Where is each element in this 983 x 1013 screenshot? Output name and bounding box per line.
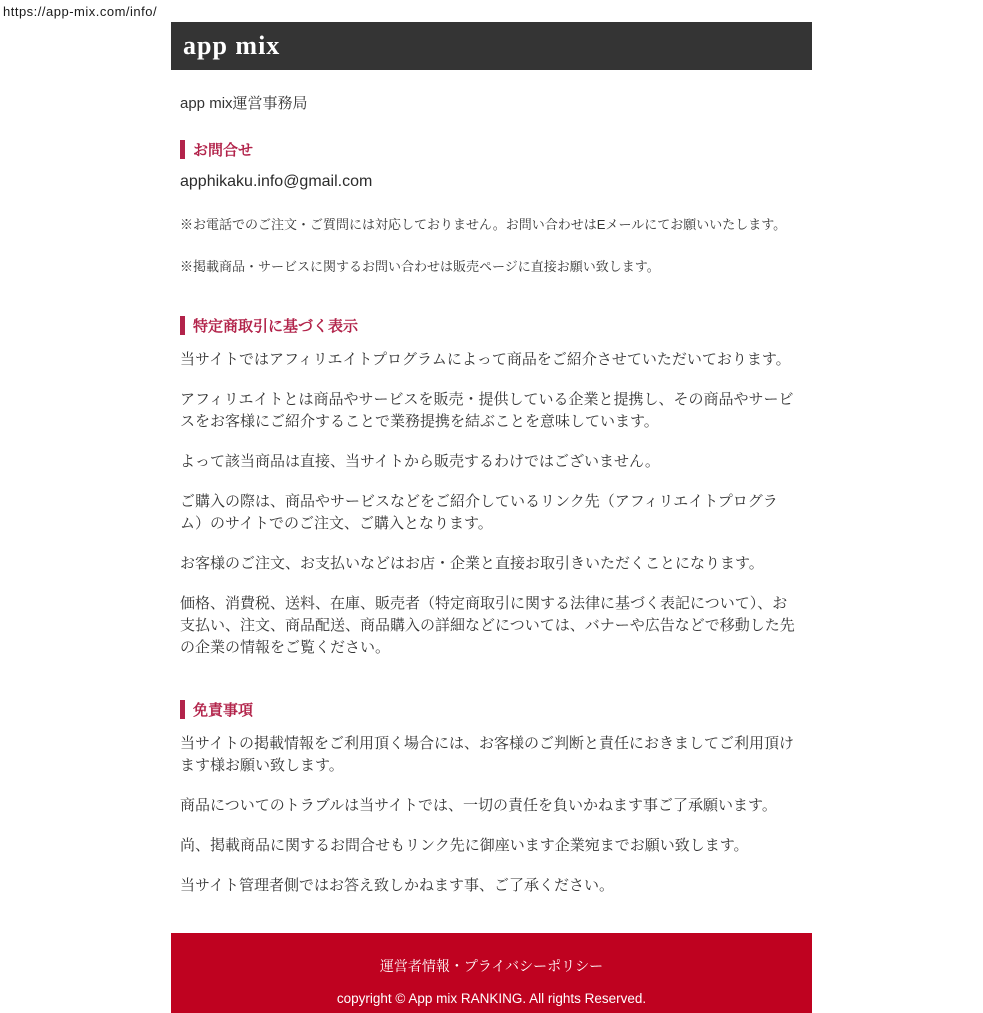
page-url-text: https://app-mix.com/info/ (3, 4, 158, 19)
section-heading-disclaimer (180, 699, 800, 720)
section-heading-contact (180, 139, 800, 160)
contact-note: ※お電話でのご注文・ご質問には対応しておりません。お問い合わせはEメールにてお願いいたします。 (180, 217, 787, 232)
site-footer (171, 933, 812, 1013)
disclosure-paragraph: よって該当商品は直接、当サイトから販売するわけではございません。 (180, 453, 660, 470)
disclosure-paragraph: 価格、消費税、送料、在庫、販売者（特定商取引に関する法律に基づく表記について）、お支払い、注文、商品配送、商品購入の詳細などについては、バナーや広告などで移動した先の企業の情報をご覧ください。 (180, 595, 795, 656)
disclaimer-paragraph: 当サイト管理者側ではお答え致しかねます事、ご了承ください。 (180, 877, 614, 894)
page-container (171, 22, 812, 1013)
heading-accent-bar (180, 316, 185, 335)
site-logo[interactable]: app mix (183, 31, 281, 60)
operator-name: app mix運営事務局 (180, 95, 308, 112)
disclosure-paragraph: 当サイトではアフィリエイトプログラムによって商品をご紹介させていただいております。 (180, 351, 791, 368)
disclosure-paragraph: お客様のご注文、お支払いなどはお店・企業と直接お取引きいただくことになります。 (180, 555, 764, 572)
disclosure-paragraph: アフィリエイトとは商品やサービスを販売・提供している企業と提携し、その商品やサービスをお客様にご紹介することで業務提携を結ぶことを意味しています。 (180, 391, 794, 430)
contact-note: ※掲載商品・サービスに関するお問い合わせは販売ページに直接お願い致します。 (180, 259, 660, 274)
heading-accent-bar (180, 140, 185, 159)
copyright-text: copyright © App mix RANKING. All rights Reserved. (336, 991, 647, 1006)
section-heading-label: 特定商取引に基づく表示 (193, 318, 359, 335)
contact-email: apphikaku.info@gmail.com (180, 173, 373, 190)
disclaimer-paragraph: 尚、掲載商品に関するお問合せもリンク先に御座います企業宛までお願い致します。 (180, 837, 749, 854)
disclaimer-paragraph: 当サイトの掲載情報をご利用頂く場合には、お客様のご判断と責任におきましてご利用頂けます様お願い致します。 (180, 735, 794, 774)
privacy-policy-link[interactable]: 運営者情報・プライバシーポリシー (379, 958, 604, 974)
disclosure-paragraph: ご購入の際は、商品やサービスなどをご紹介しているリンク先（アフィリエイトプログラム）のサイトでのご注文、ご購入となります。 (180, 493, 778, 532)
section-heading-label: お問合せ (193, 142, 254, 159)
disclaimer-paragraph: 商品についてのトラブルは当サイトでは、一切の責任を負いかねます事ご了承願います。 (180, 797, 777, 814)
section-heading-disclosure (180, 315, 800, 336)
site-header (171, 22, 812, 70)
main-content (171, 92, 812, 897)
heading-accent-bar (180, 700, 185, 719)
section-heading-label: 免責事項 (193, 702, 254, 719)
